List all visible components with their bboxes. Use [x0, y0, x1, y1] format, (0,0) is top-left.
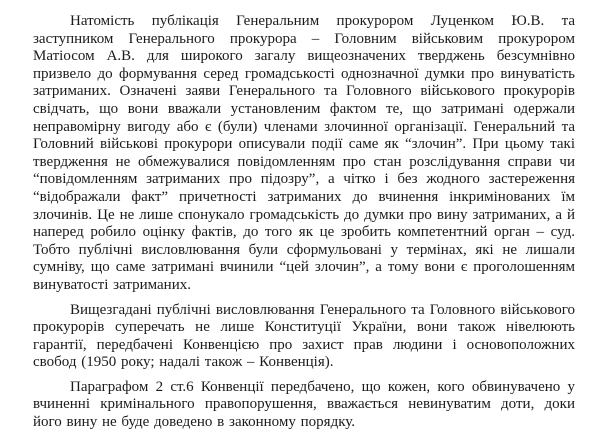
paragraph-publication-statements: Натомість публікація Генеральним прокурором Луценком Ю.В. та заступником Генерального прокурора – Головним військовим прокурором Матіосом А.В. для широкого загалу вищеозначених тверджень безсумнівно призвело до формування серед громадськості однозначної думки про винуватість затриманих. Означені заяви Генерального та Головного військового прокурорів свідчать, що вони вважали установленим фактом те, що затримані одержали неправомірну вигоду або є (були) членами злочинної організації. Генеральний та Головний військові прокурори описували події саме як “злочин”. При цьому такі твердження не обмежувалися повідомленням про стан розслідування справи чи “повідомленням затриманих про підозру”, а чітко і без жодного застереження “відображали факт” причетності затриманих до вчинення інкримінованих їм злочинів. Це не лише спонукало громадськість до думки про вину затриманих, а й наперед робило оцінку фактів, до того як це зробить компетентний орган – суд. Тобто публічні висловлювання були сформульовані у термінах, які не лишали сумніву, що саме затримані вчинили “цей злочин”, а тому вони є проголошенням винуватості затриманих. [33, 13, 575, 293]
paragraph-presumption-of-innocence: Параграфом 2 ст.6 Конвенції передбачено, що кожен, кого обвинувачено у вчиненні кримінального правопорушення, вважається невинуватим доти, доки його вину не буде доведено в законному порядку. [33, 378, 575, 431]
paragraph-convention-guarantees: Вищезгадані публічні висловлювання Генерального та Головного військового прокурорів суперечать не лише Конституції України, вони також нівелюють гарантії, передбачені Конвенцією про захист прав людини і основоположних свобод (1950 року; надалі також – Конвенція). [33, 301, 575, 371]
